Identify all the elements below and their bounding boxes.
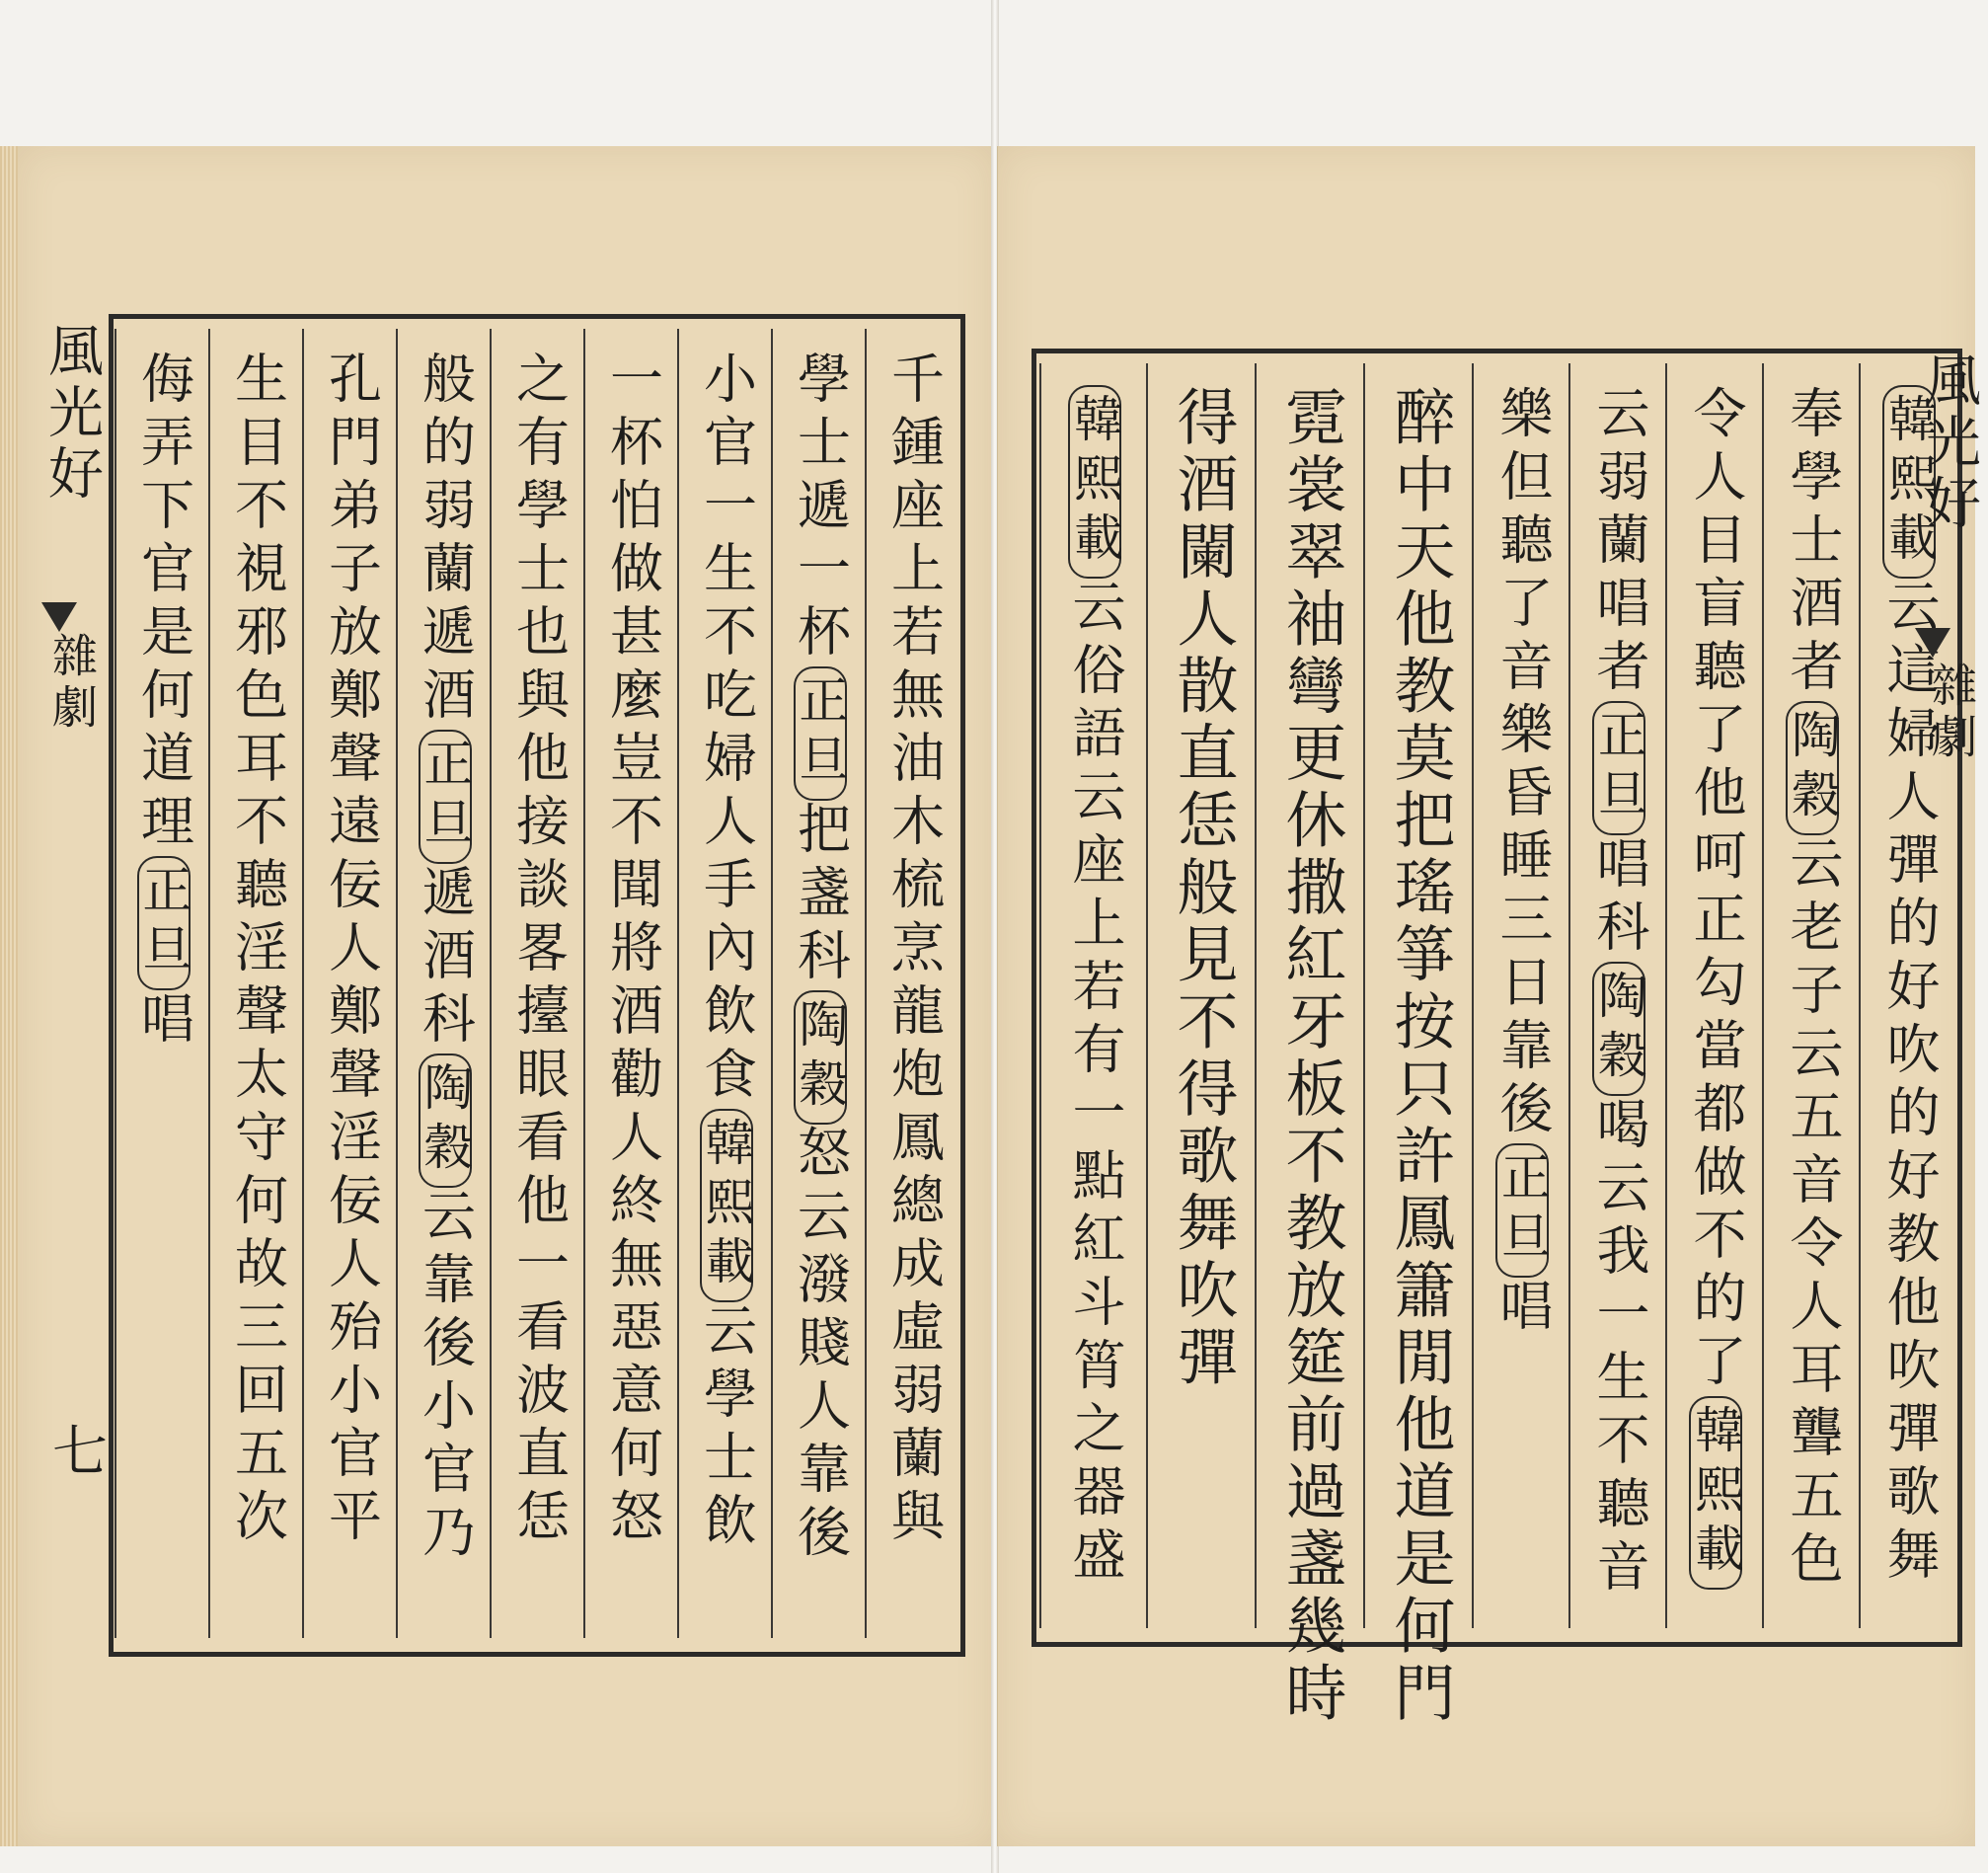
role-marker: 正旦 [419, 730, 472, 864]
role-marker: 韓熙載 [1689, 1396, 1742, 1590]
column-text [414, 351, 477, 1567]
column-text: 霓裳翠袖彎更休撒紅牙板不教放筵前過盞幾時 [1275, 385, 1347, 1728]
column-text: 千鍾座上若無油木梳烹龍炮鳳總成虛弱蘭與 [882, 351, 946, 1551]
left-banxin-section: 雜劇 [45, 632, 99, 735]
text-run: 怒云潑賤人靠後 [789, 1125, 852, 1567]
right-banxin-section: 雜劇 [1925, 662, 1978, 764]
column-text [789, 351, 852, 1567]
right-column-4 [1568, 363, 1667, 1628]
column-text [1064, 385, 1126, 1590]
text-run: 樂但聽了音樂昏睡三日靠後 [1491, 385, 1554, 1143]
column-text [1878, 385, 1941, 1590]
column-text: 孔門弟子放鄭聲遠佞人鄭聲淫佞人殆小官平 [320, 351, 383, 1551]
left-column-2 [771, 329, 867, 1638]
text-run: 侮弄下官是何道理 [132, 351, 195, 856]
role-marker: 正旦 [1592, 701, 1645, 835]
text-run: 云弱蘭唱者 [1588, 385, 1650, 701]
column-text [1491, 385, 1554, 1341]
text-run: 云靠後小官乃 [414, 1188, 477, 1567]
left-column-9 [115, 329, 210, 1638]
text-run: 小官一生不吃婦人手內飲食 [695, 351, 758, 1109]
role-marker: 正旦 [137, 856, 191, 990]
role-marker: 陶穀 [419, 1054, 472, 1188]
role-marker: 韓熙載 [700, 1109, 753, 1302]
left-column-5 [490, 329, 585, 1638]
right-banxin-title: 風光好 [1917, 351, 1981, 535]
right-column-9 [1039, 363, 1148, 1628]
role-marker: 陶穀 [1786, 701, 1839, 835]
text-run: 云這婦人彈的好吹的好教他吹彈歌舞 [1878, 579, 1941, 1590]
text-run: 唱 [1491, 1278, 1554, 1341]
text-run: 云俗語云座上若有一點紅斗筲之器盛 [1064, 579, 1126, 1590]
right-text-frame [1032, 349, 1962, 1728]
role-marker: 韓熙載 [1882, 385, 1936, 579]
text-run: 把盞科 [789, 801, 852, 990]
column-text [1685, 385, 1747, 1590]
text-run: 遞酒科 [414, 864, 477, 1054]
text-run: 令人目盲聽了他呵正勾當都做不的了 [1685, 385, 1747, 1396]
left-fish-tail-mark [41, 602, 77, 632]
text-run: 云老子云五音令人耳聾五色 [1782, 835, 1844, 1594]
column-text [695, 351, 758, 1555]
column-text [1782, 385, 1844, 1594]
text-run: 云學士飲 [695, 1302, 758, 1555]
text-run: 唱科 [1588, 835, 1650, 962]
left-banxin-title: 風光好 [39, 322, 104, 506]
text-run: 奉學士酒者 [1782, 385, 1844, 701]
left-column-8 [208, 329, 304, 1638]
role-marker: 正旦 [794, 666, 847, 801]
left-text-frame [109, 314, 965, 1657]
left-column-7 [302, 329, 398, 1638]
column-text: 一杯怕做甚麼豈不聞將酒勸人終無惡意何怒 [601, 351, 664, 1551]
text-run: 喝云我一生不聽音 [1588, 1096, 1650, 1601]
right-fish-tail-mark [1915, 628, 1950, 658]
role-marker: 正旦 [1495, 1143, 1549, 1278]
role-marker: 韓熙載 [1068, 385, 1121, 579]
column-text: 之有學士也與他接談畧擡眼看他一看波直恁 [507, 351, 571, 1551]
right-column-6 [1363, 363, 1474, 1728]
right-column-1 [1859, 363, 1957, 1628]
right-column-7 [1255, 363, 1365, 1728]
column-text: 生目不視邪色耳不聽淫聲太守何故三回五次 [226, 351, 289, 1551]
column-text: 得酒闌人散直恁般見不得歌舞吹彈 [1167, 385, 1239, 1392]
right-column-5 [1472, 363, 1570, 1628]
text-run: 般的弱蘭遞酒 [414, 351, 477, 730]
column-text: 醉中天他教莫把瑤箏按只許鳳簫閒他道是何門 [1384, 385, 1456, 1728]
column-text [1588, 385, 1650, 1601]
left-column-4 [583, 329, 679, 1638]
left-column-6 [396, 329, 492, 1638]
right-column-2 [1762, 363, 1861, 1628]
left-banxin-folio: 七 [43, 1422, 108, 1483]
left-column-1 [865, 329, 960, 1638]
left-column-3 [677, 329, 773, 1638]
right-column-3 [1665, 363, 1764, 1628]
role-marker: 陶穀 [1592, 962, 1645, 1096]
text-run: 唱 [132, 990, 195, 1054]
column-text [132, 351, 195, 1054]
text-run: 學士遞一杯 [789, 351, 852, 666]
right-column-8 [1146, 363, 1257, 1628]
role-marker: 陶穀 [794, 990, 847, 1125]
